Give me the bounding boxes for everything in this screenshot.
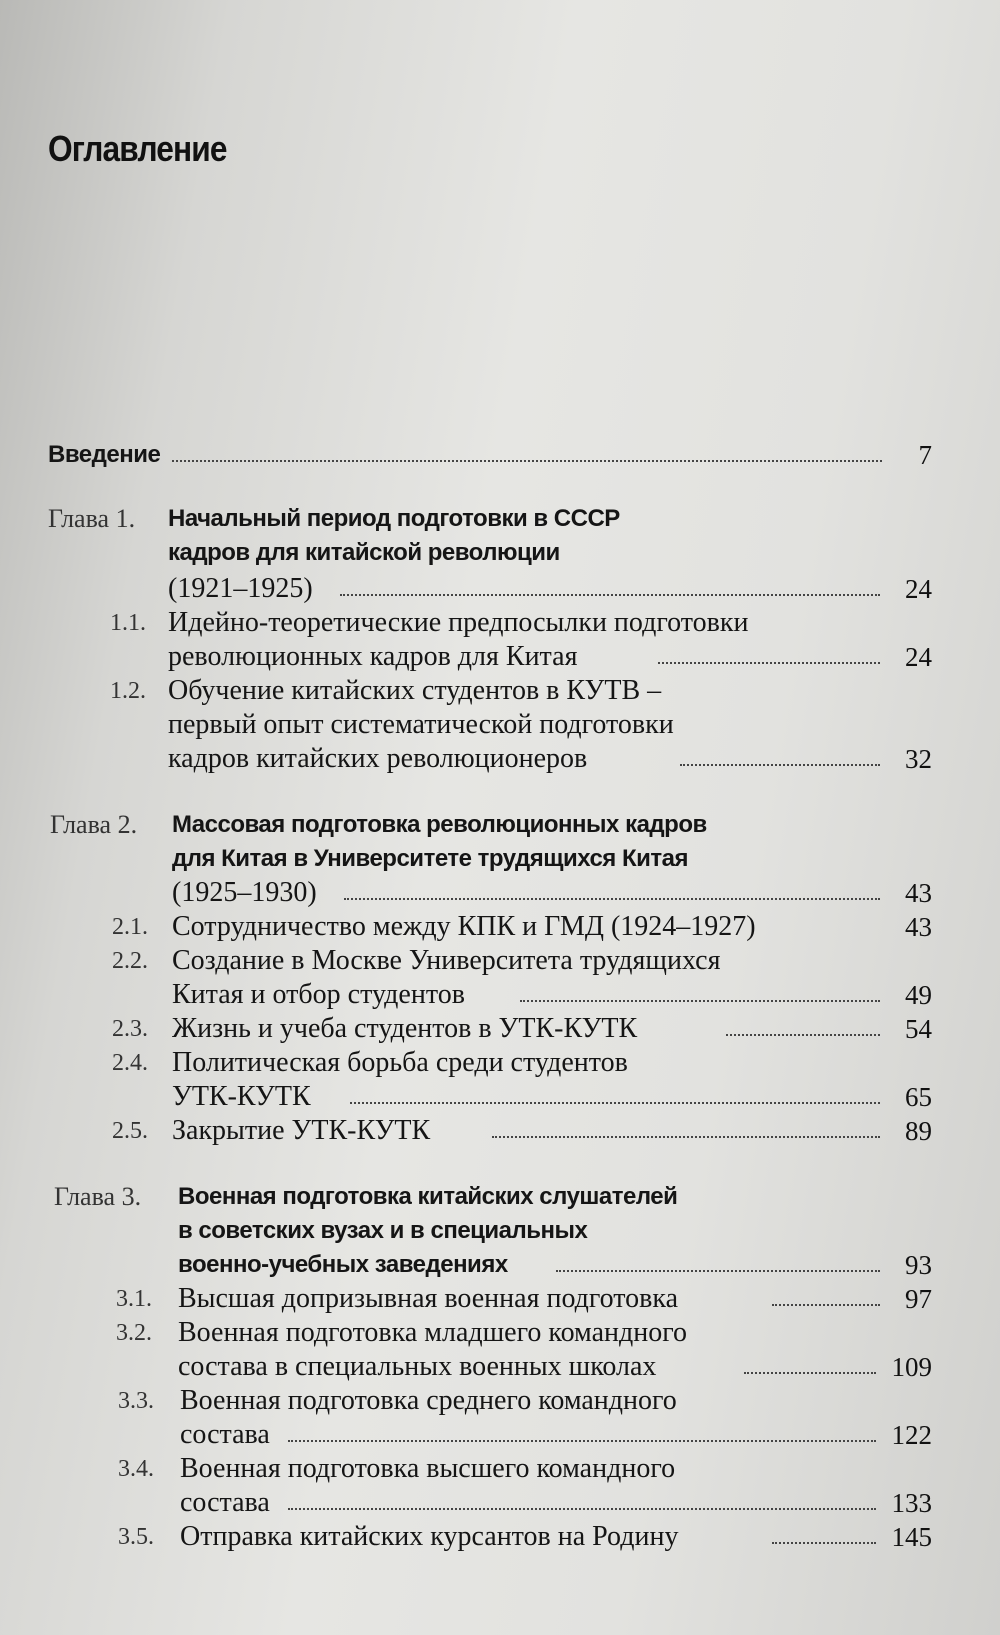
section-title-line: революционных кадров для Китая bbox=[168, 641, 578, 672]
page-number: 89 bbox=[905, 1116, 932, 1146]
page-number: 49 bbox=[905, 980, 932, 1010]
toc-section-3-2[interactable] bbox=[0, 1316, 1000, 1350]
section-title-line: Военная подготовка младшего командного bbox=[178, 1317, 688, 1348]
dot-leader bbox=[744, 1372, 876, 1374]
dot-leader bbox=[288, 1440, 876, 1442]
chapter-title-line: Военная подготовка китайских слушателей bbox=[178, 1183, 678, 1210]
toc-section-3-2-cont[interactable] bbox=[0, 1350, 1000, 1384]
toc-section-3-4[interactable] bbox=[0, 1452, 1000, 1486]
section-number: 1.2. bbox=[110, 678, 146, 704]
dot-leader bbox=[726, 1034, 880, 1036]
section-title-line: Военная подготовка высшего командного bbox=[180, 1453, 676, 1484]
page-number: 32 bbox=[905, 744, 932, 774]
toc-section-3-3[interactable] bbox=[0, 1384, 1000, 1418]
page-number: 43 bbox=[905, 878, 932, 908]
section-number: 2.2. bbox=[112, 948, 148, 974]
toc-section-2-4[interactable] bbox=[0, 1046, 1000, 1080]
section-title-line: Закрытие УТК-КУТК bbox=[172, 1115, 431, 1146]
dot-leader bbox=[344, 898, 880, 900]
page-number: 24 bbox=[905, 642, 932, 672]
toc-section-2-5[interactable] bbox=[0, 1114, 1000, 1148]
toc-section-1-1-cont[interactable] bbox=[0, 640, 1000, 674]
section-title-line: состава в специальных военных школах bbox=[178, 1351, 657, 1382]
chapter-title-line: Массовая подготовка революционных кадров bbox=[172, 811, 707, 838]
toc-chapter-3-cont[interactable] bbox=[0, 1248, 1000, 1282]
page-number: 7 bbox=[918, 440, 932, 470]
section-number: 3.4. bbox=[118, 1456, 154, 1482]
toc-chapter-2[interactable] bbox=[0, 808, 1000, 842]
toc-chapter-1-cont[interactable] bbox=[0, 572, 1000, 606]
section-number: 3.5. bbox=[118, 1524, 154, 1550]
section-title-line: Политическая борьба среди студентов bbox=[172, 1047, 628, 1078]
toc-section-2-2-cont[interactable] bbox=[0, 978, 1000, 1012]
chapter-title-line: в советских вузах и в специальных bbox=[178, 1217, 588, 1244]
chapter-number: Глава 1. bbox=[48, 504, 136, 533]
toc-chapter-3[interactable] bbox=[0, 1180, 1000, 1214]
page-number: 109 bbox=[891, 1352, 932, 1382]
toc-section-1-2[interactable] bbox=[0, 674, 1000, 708]
section-number: 2.4. bbox=[112, 1050, 148, 1076]
page-number: 54 bbox=[905, 1014, 932, 1044]
dot-leader bbox=[556, 1270, 880, 1272]
page-number: 133 bbox=[891, 1488, 932, 1518]
dot-leader bbox=[520, 1000, 880, 1002]
section-title-line: Обучение китайских студентов в КУТВ – bbox=[168, 675, 662, 706]
section-number: 3.2. bbox=[116, 1320, 152, 1346]
toc-section-1-2-cont bbox=[0, 708, 1000, 742]
section-title-line: Высшая допризывная военная подготовка bbox=[178, 1283, 678, 1314]
toc-chapter-2-cont[interactable] bbox=[0, 876, 1000, 910]
page-number: 43 bbox=[905, 912, 932, 942]
page-number: 65 bbox=[905, 1082, 932, 1112]
section-number: 3.1. bbox=[116, 1286, 152, 1312]
section-number: 2.3. bbox=[112, 1016, 148, 1042]
section-title-line: Китая и отбор студентов bbox=[172, 979, 465, 1010]
dot-leader bbox=[350, 1102, 880, 1104]
section-title-line: Отправка китайских курсантов на Родину bbox=[180, 1521, 679, 1552]
toc-chapter-1[interactable] bbox=[0, 502, 1000, 536]
dot-leader bbox=[772, 1304, 880, 1306]
section-title-line: Идейно-теоретические предпосылки подготовки bbox=[168, 607, 749, 638]
section-title-line: УТК-КУТК bbox=[172, 1081, 311, 1112]
toc-section-3-1[interactable] bbox=[0, 1282, 1000, 1316]
page-number: 97 bbox=[905, 1284, 932, 1314]
dot-leader bbox=[658, 662, 880, 664]
chapter-title-line: для Китая в Университете трудящихся Китая bbox=[172, 845, 688, 872]
section-title-line: кадров китайских революционеров bbox=[168, 743, 588, 774]
toc-section-2-3[interactable] bbox=[0, 1012, 1000, 1046]
dot-leader bbox=[172, 460, 882, 462]
toc-entry-label: Введение bbox=[48, 441, 161, 468]
toc-section-1-1[interactable] bbox=[0, 606, 1000, 640]
page-number: 93 bbox=[905, 1250, 932, 1280]
section-title-line: Жизнь и учеба студентов в УТК-КУТК bbox=[172, 1013, 638, 1044]
page-number: 145 bbox=[891, 1522, 932, 1552]
chapter-title-line: военно-учебных заведениях bbox=[178, 1251, 508, 1278]
section-title-line: первый опыт систематической подготовки bbox=[168, 709, 674, 740]
toc-section-3-3-cont[interactable] bbox=[0, 1418, 1000, 1452]
toc-chapter-1-cont bbox=[0, 536, 1000, 570]
toc-section-3-4-cont[interactable] bbox=[0, 1486, 1000, 1520]
page-number: 122 bbox=[891, 1420, 932, 1450]
toc-section-2-4-cont[interactable] bbox=[0, 1080, 1000, 1114]
section-number: 3.3. bbox=[118, 1388, 154, 1414]
section-number: 2.5. bbox=[112, 1118, 148, 1144]
section-number: 2.1. bbox=[112, 914, 148, 940]
section-title-line: Военная подготовка среднего командного bbox=[180, 1385, 677, 1416]
section-number: 1.1. bbox=[110, 610, 146, 636]
toc-section-3-5[interactable] bbox=[0, 1520, 1000, 1554]
toc-section-2-2[interactable] bbox=[0, 944, 1000, 978]
page-title: Оглавление bbox=[48, 128, 227, 169]
section-title-line: Создание в Москве Университета трудящихся bbox=[172, 945, 721, 976]
section-title-line: Сотрудничество между КПК и ГМД (1924–1927) bbox=[172, 911, 756, 942]
toc-section-2-1[interactable] bbox=[0, 910, 1000, 944]
section-title-line: состава bbox=[180, 1419, 270, 1450]
chapter-number: Глава 3. bbox=[54, 1182, 142, 1211]
toc-chapter-2-cont bbox=[0, 842, 1000, 876]
chapter-number: Глава 2. bbox=[50, 810, 138, 839]
dot-leader bbox=[772, 1542, 876, 1544]
chapter-title-line: (1921–1925) bbox=[168, 573, 313, 604]
chapter-title-line: Начальный период подготовки в СССР bbox=[168, 505, 620, 532]
dot-leader bbox=[492, 1136, 880, 1138]
chapter-title-line: (1925–1930) bbox=[172, 877, 317, 908]
dot-leader bbox=[288, 1508, 876, 1510]
toc-chapter-3-cont bbox=[0, 1214, 1000, 1248]
page-number: 24 bbox=[905, 574, 932, 604]
section-title-line: состава bbox=[180, 1487, 270, 1518]
toc-entry-intro[interactable] bbox=[0, 438, 1000, 472]
toc-section-1-2-cont[interactable] bbox=[0, 742, 1000, 776]
dot-leader bbox=[340, 594, 880, 596]
dot-leader bbox=[680, 764, 880, 766]
chapter-title-line: кадров для китайской революции bbox=[168, 539, 560, 566]
